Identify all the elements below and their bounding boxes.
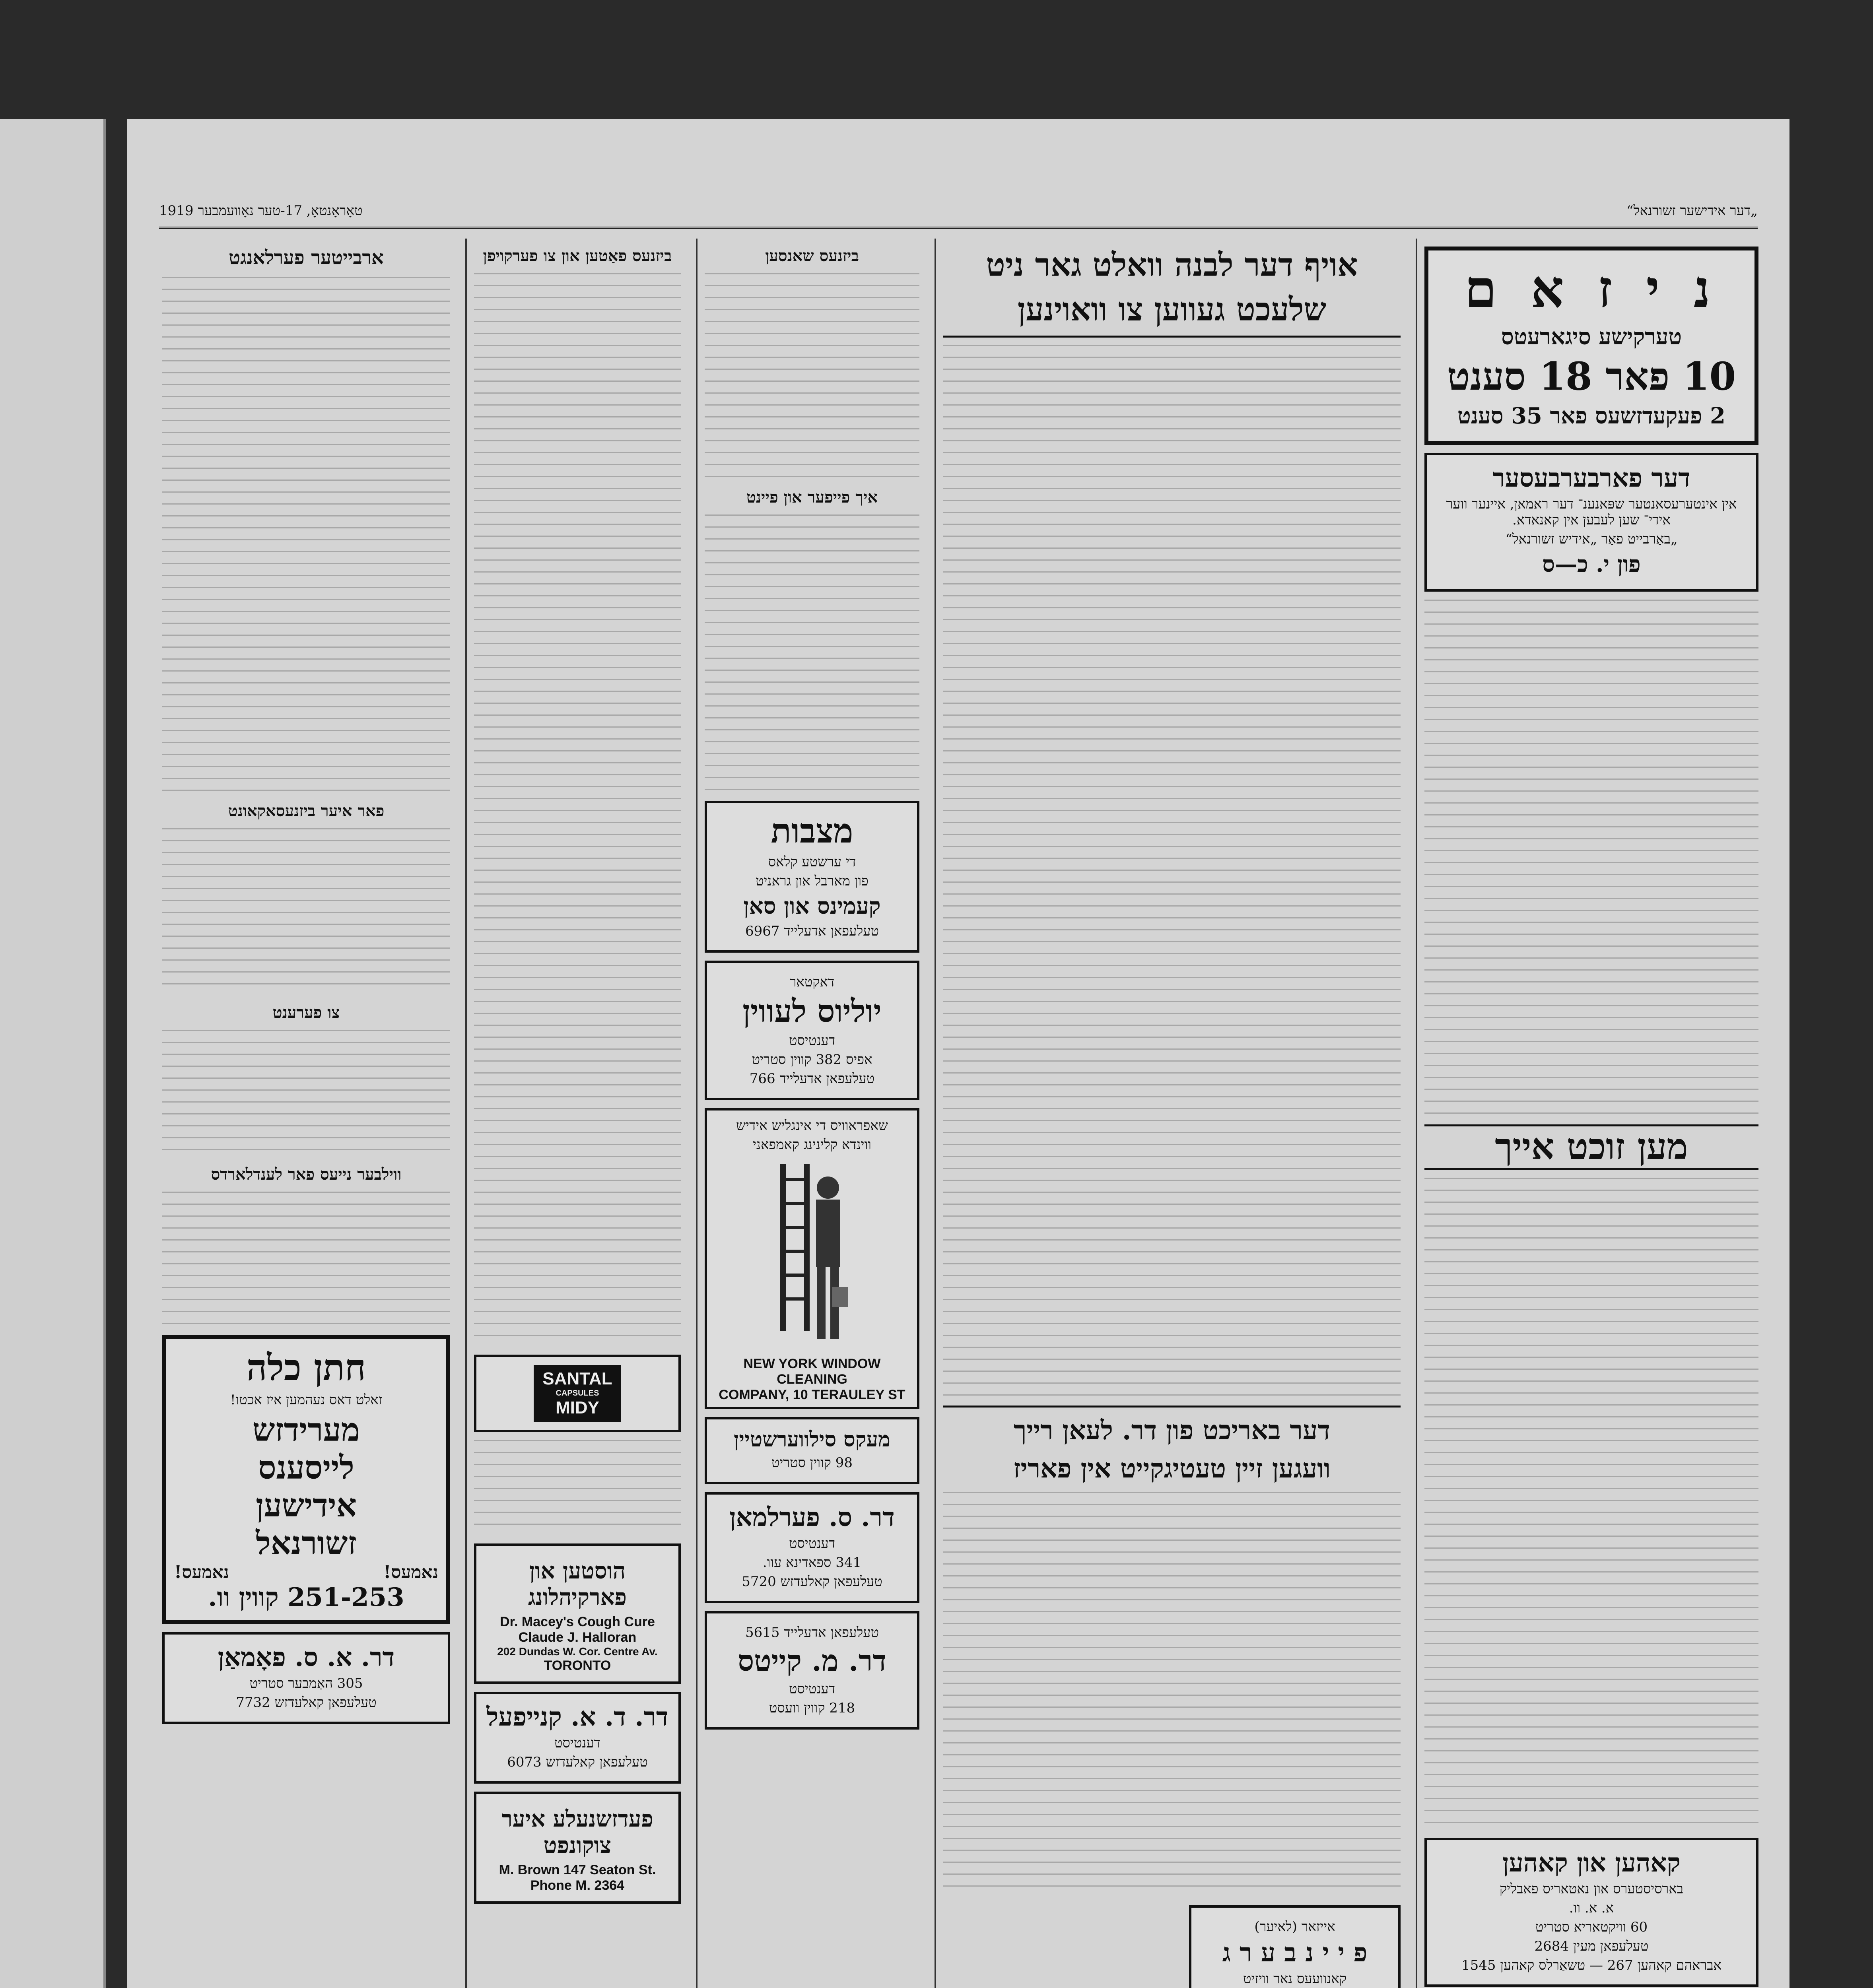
brown-eng: M. Brown 147 Seaton St. (499, 1862, 656, 1877)
santal-ad (474, 1355, 681, 1432)
chosn-phone: 251-253 קווין וו. (208, 1582, 404, 1612)
column-3 (696, 239, 927, 1988)
midy-label: MIDY (556, 1398, 599, 1417)
perlman-ad (705, 1492, 919, 1603)
window-eng-1: NEW YORK WINDOW CLEANING (743, 1356, 881, 1387)
classifieds (705, 514, 919, 793)
window-cleaning-ad (705, 1108, 919, 1409)
santal-capsule-icon (534, 1365, 621, 1422)
halloran-eng-3: 202 Dundas W. Cor. Centre Av. (497, 1645, 658, 1658)
zont-title: מען זוכט אייך (1424, 1124, 1758, 1170)
perlman-title: דר. ס. פערלמאן (729, 1503, 895, 1532)
kneipel-ad (474, 1692, 681, 1784)
chosn-line4: זשורנאל (256, 1524, 357, 1562)
column-2 (935, 239, 1408, 1988)
santal-label: SANTAL (542, 1369, 612, 1388)
keitz-ad (705, 1611, 919, 1730)
cahan-title: קאהען און קאהען (1502, 1848, 1681, 1878)
arbet-listings (162, 277, 450, 794)
niam-line1: טערקישע סיגארעטס (1501, 324, 1682, 350)
niam-line3: 2 פעקעדזשעס פאר 35 סענט (1457, 403, 1725, 429)
keitz-line2: טעלעפאן אדעלייד 5615 (745, 1625, 879, 1640)
feinberg-title: פ י י נ ב ע ר ג (1222, 1938, 1368, 1968)
farloyrn-listings (162, 828, 450, 995)
matzevot-line2: פון מארבל און גראניט (756, 873, 868, 889)
santal-caption: CAPSULES (556, 1389, 599, 1398)
headline-paris-1: דער באריכט פון דר. לעאן רייך (1013, 1415, 1331, 1446)
niam-price: 10 פאר 18 סענט (1447, 354, 1736, 399)
cahan-line2: א. א. וו. (1569, 1900, 1614, 1916)
masthead-title: „דער אידישער זשורנאל“ (1626, 203, 1758, 219)
classifieds-2 (474, 273, 681, 1347)
kneipel-line: טעלעפאן קאלעדזש 6073 (507, 1754, 648, 1770)
zurent-title: צו פערענט (272, 1003, 340, 1022)
perlman-line1: 341 ספאדינא עוו. (762, 1555, 862, 1571)
brown-ad (474, 1792, 681, 1904)
nyu-listings (162, 1192, 450, 1327)
cahan-line4: טעלעפאן מעין 2684 (1534, 1938, 1649, 1954)
poman-line2: טעלעפאן קאלעדזש 7732 (236, 1695, 377, 1710)
arbet-title: ארבייטער פערלאנגט (229, 247, 384, 269)
biz-title-2: ביזנעס פאַטען און צו פערקויפן (483, 247, 672, 265)
matzevot-line1: די ערשטע קלאס (768, 854, 856, 870)
keitz-title: דר. מ. קייטס (738, 1644, 886, 1677)
farbeser-author: פון י. כ—ס (1542, 551, 1641, 577)
window-eng-2: COMPANY, 10 TERAULEY ST (719, 1387, 905, 1402)
newspaper-page (127, 119, 1789, 1988)
perlman-sub: דענטיסט (789, 1536, 835, 1551)
paris-article-text (943, 1492, 1401, 1897)
biz-listings (705, 273, 919, 480)
poman-ad (162, 1632, 450, 1724)
cahan-line1: בארסיסטערס און נאטאריס פאבליק (1499, 1881, 1684, 1897)
headline-paris-2: וועגען זיין טעטיגקייט אין פאריז (1013, 1452, 1331, 1484)
chosn-line2: לייסענס (258, 1449, 354, 1486)
niam-title: נ י ז א ם (1464, 258, 1719, 319)
chosn-line3: אידישען (255, 1487, 357, 1524)
doctor-line1: אפיס 382 קווין סטריט (752, 1052, 872, 1068)
chosn-tag-1: נאמעס! (383, 1562, 438, 1582)
perlman-line2: טעלעפאן קאלעדזש 5720 (742, 1574, 882, 1590)
masthead-date: טאָראָנטאָ, 17-טער נאָוועמבער 1919 (159, 203, 363, 219)
cahan-line3: 60 וויקטאריא סטריט (1535, 1919, 1648, 1935)
previous-page-edge (0, 119, 106, 1988)
keitz-sub: דענטיסט (789, 1681, 835, 1697)
keitz-line1: 218 קווין וועסט (769, 1700, 855, 1716)
zurent-listings (162, 1030, 450, 1157)
window-cleaner-figure-icon (772, 1156, 852, 1355)
brown-phone: Phone M. 2364 (530, 1878, 625, 1893)
niam-ad (1424, 247, 1758, 445)
divider (943, 1406, 1401, 1408)
halloran-eng-4: TORONTO (544, 1658, 611, 1673)
kneipel-sub: דענטיסט (554, 1735, 600, 1751)
silverstein-ad (705, 1417, 919, 1484)
silverstein-title: מעקס סילווערשטיין (734, 1427, 890, 1452)
poman-title: דר. א. ס. פאָמאַן (218, 1642, 395, 1672)
doctor-ad (705, 961, 919, 1100)
matzevot-title: מצבות (771, 811, 853, 850)
feinberg-sub: אייזאר (לאיער) (1254, 1918, 1335, 1935)
chosn-title: חתן כלה (246, 1347, 366, 1389)
halloran-ad (474, 1543, 681, 1684)
window-sub: ווינדא קלינינג קאמפאני (753, 1137, 871, 1153)
headline-moon-1: אויף דער לבנה וואלט גאר ניט (986, 246, 1358, 283)
poman-line1: 305 האַמבער סטריט (249, 1675, 363, 1691)
feinberg-ad (1189, 1905, 1401, 1988)
doctor-name: יוליוס לעווין (742, 993, 882, 1029)
article-text-1 (1424, 600, 1758, 1116)
article-text-2 (1424, 1178, 1758, 1830)
masthead (159, 203, 1758, 229)
doctor-line2: טעלעפאן אדעלייד 766 (749, 1071, 875, 1087)
halloran-title: הוסטען און פארקיהלונג (528, 1558, 627, 1610)
cahan-line5: אבראהם קאהען 267 — טשאַרלס קאהען 1545 (1461, 1957, 1722, 1973)
matzevot-line4: טעלעפאן אדעלייד 6967 (745, 923, 879, 939)
halloran-eng-2: Claude J. Halloran (518, 1630, 637, 1645)
headline-moon-2: שלעכט געווען צו וואוינען (1017, 291, 1327, 328)
matzevot-line3: קעמינס און סאן (743, 893, 881, 919)
farbeser-text: אין אינטערעסאנטער שפּאנענ־ דער ראמאן, איינער ווער אידי־ שען לעבען אין קאנאדא. (1446, 496, 1737, 528)
moon-article-text (943, 345, 1401, 1398)
chosn-tag-2: נאמעס! (174, 1562, 229, 1582)
feinberg-line1: קאנוועעס נאר וויזיט (1243, 1971, 1346, 1987)
halloran-eng-1: Dr. Macey's Cough Cure (500, 1614, 655, 1629)
cahan-ad (1424, 1838, 1758, 1987)
matzevot-ad (705, 801, 919, 953)
column-5 (155, 239, 457, 1988)
chosn-sub: זאלט דאס נעהמען איז אכטו! (230, 1392, 383, 1408)
farloyrn-title: פאר איער ביזנעסאקאונט (228, 802, 385, 820)
farbeser-box (1424, 453, 1758, 592)
chosn-tags (174, 1562, 438, 1582)
kneipel-title: דר. ד. א. קנייפעל (486, 1702, 668, 1732)
classifieds-3 (474, 1440, 681, 1536)
chosn-kale-ad (162, 1335, 450, 1624)
divider (943, 336, 1401, 338)
farbeser-note: „באַרבייט פאַר „אידיש זשורנאל“ (1505, 531, 1678, 547)
chosn-line1: מערידזש (252, 1411, 360, 1448)
column-1 (1416, 239, 1766, 1988)
pepper-title: איך פייפער און פיינט (746, 488, 878, 507)
window-title: שאפראוויס די אינגליש אידיש (736, 1118, 888, 1134)
biz-title: ביזנעס שאנסען (765, 247, 859, 265)
farbeser-title: דער פארבערבעסער (1492, 463, 1690, 493)
doctor-sub: דענטיסט (789, 1033, 835, 1048)
pastenfar-title: פעדזשנעלע איער צוקונפט (501, 1806, 653, 1858)
nyu-title: ווילבער נייעס פאר לענדלארדס (211, 1165, 402, 1184)
column-4 (465, 239, 688, 1988)
doctor-title: דאקטאר (789, 974, 835, 990)
silverstein-line: 98 קווין סטריט (771, 1455, 853, 1471)
